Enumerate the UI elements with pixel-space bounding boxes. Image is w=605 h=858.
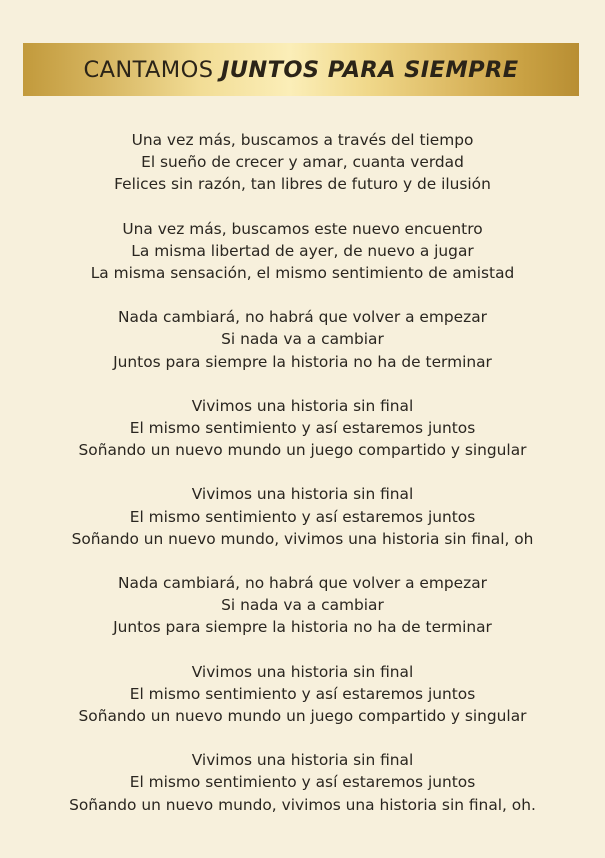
lyric-line: El mismo sentimiento y así estaremos juntos — [129, 684, 476, 703]
stanza-6 — [0, 572, 605, 639]
lyric-line: Soñando un nuevo mundo un juego compartido y singular — [78, 441, 527, 460]
lyric-line: Soñando un nuevo mundo, vivimos una historia sin final, oh — [71, 529, 534, 548]
lyric-line: Juntos para siempre la historia no ha de terminar — [113, 618, 492, 637]
lyric-line: El sueño de crecer y amar, cuanta verdad — [141, 153, 464, 172]
stanza-4 — [0, 395, 605, 462]
lyric-line: Si nada va a cambiar — [221, 330, 384, 349]
lyric-line: Nada cambiará, no habrá que volver a empezar — [118, 308, 487, 327]
lyric-line: El mismo sentimiento y así estaremos juntos — [129, 773, 476, 792]
page-title — [83, 57, 518, 83]
stanza-2 — [0, 218, 605, 285]
lyric-line: Soñando un nuevo mundo un juego compartido y singular — [78, 707, 527, 726]
stanza-7 — [0, 661, 605, 728]
lyric-line: Una vez más, buscamos a través del tiempo — [131, 131, 474, 149]
lyric-line: Vivimos una historia sin final — [191, 751, 414, 770]
lyric-line: Una vez más, buscamos este nuevo encuentro — [122, 219, 483, 238]
lyric-line: Si nada va a cambiar — [221, 596, 384, 615]
lyric-line: Juntos para siempre la historia no ha de terminar — [113, 352, 492, 371]
stanza-8 — [0, 749, 605, 816]
lyric-line: Soñando un nuevo mundo, vivimos una historia sin final, oh. — [69, 795, 536, 814]
lyric-line: La misma sensación, el mismo sentimiento de amistad — [90, 264, 515, 283]
title-banner — [23, 43, 579, 96]
lyric-line: Felices sin razón, tan libres de futuro y de ilusión — [114, 175, 491, 194]
title-emphasis: JUNTOS PARA SIEMPRE — [220, 56, 519, 83]
lyric-line: Vivimos una historia sin final — [191, 485, 414, 504]
lyric-line: Nada cambiará, no habrá que volver a empezar — [118, 574, 487, 593]
stanza-5 — [0, 483, 605, 550]
title-plain: CANTAMOS — [83, 56, 214, 83]
lyric-line: El mismo sentimiento y así estaremos juntos — [129, 419, 476, 438]
lyric-line: El mismo sentimiento y así estaremos juntos — [129, 507, 476, 526]
stanza-3 — [0, 306, 605, 373]
lyric-line: Vivimos una historia sin final — [191, 662, 414, 681]
lyric-line: La misma libertad de ayer, de nuevo a jugar — [131, 241, 474, 260]
lyrics-body — [0, 129, 605, 838]
stanza-1 — [0, 129, 605, 196]
lyric-line: Vivimos una historia sin final — [191, 396, 414, 415]
